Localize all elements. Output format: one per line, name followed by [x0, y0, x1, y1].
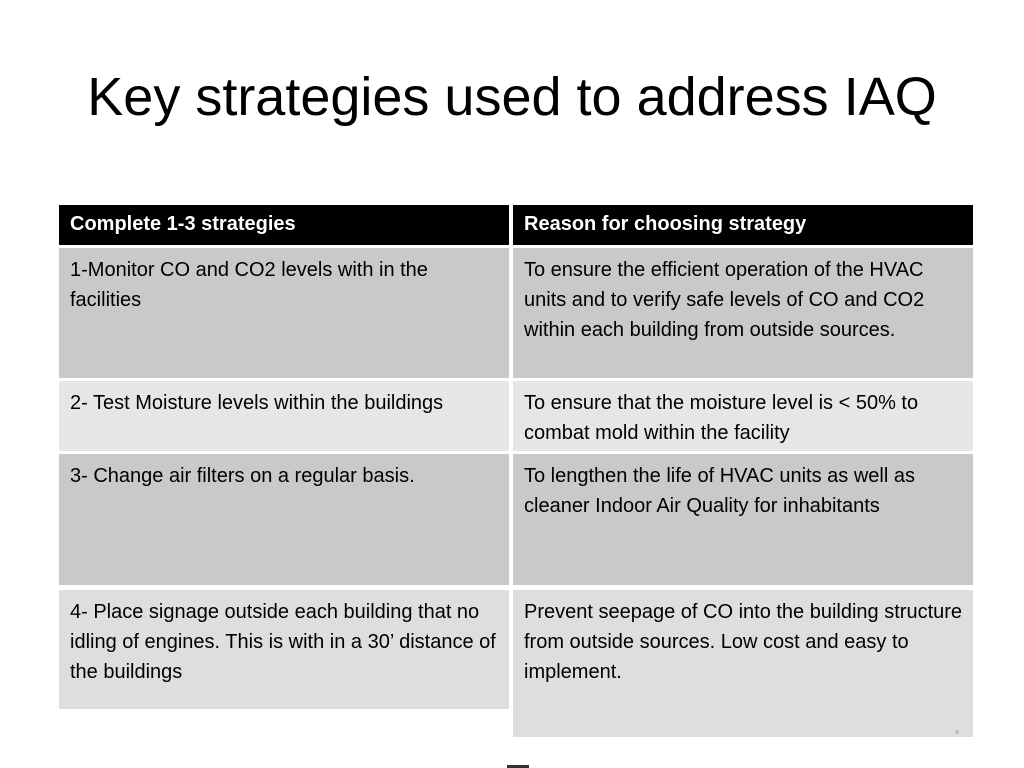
- strategy-cell: 1-Monitor CO and CO2 levels with in the facilities: [59, 248, 509, 378]
- table-row: [59, 590, 973, 737]
- strategy-cell: 3- Change air filters on a regular basis.: [59, 454, 509, 585]
- header-reason: Reason for choosing strategy: [513, 205, 973, 245]
- table-row: [59, 248, 973, 378]
- strategy-cell: 4- Place signage outside each building that no idling of engines. This is with in a 30’ distance of the buildings: [59, 590, 509, 709]
- reason-cell: Prevent seepage of CO into the building structure from outside sources. Low cost and easy to implement.: [513, 590, 973, 737]
- table-header-row: [59, 205, 973, 245]
- reason-cell: To ensure the efficient operation of the HVAC units and to verify safe levels of CO and CO2 within each building from outside sources.: [513, 248, 973, 378]
- reason-cell: To lengthen the life of HVAC units as well as cleaner Indoor Air Quality for inhabitants: [513, 454, 973, 585]
- table-row: [59, 454, 973, 585]
- strategy-cell: 2- Test Moisture levels within the buildings: [59, 381, 509, 451]
- reason-cell: To ensure that the moisture level is < 50% to combat mold within the facility: [513, 381, 973, 451]
- header-strategies: Complete 1-3 strategies: [59, 205, 509, 245]
- strategies-table: [59, 205, 973, 737]
- slide-title: Key strategies used to address IAQ: [87, 67, 937, 127]
- page-marker: [955, 730, 959, 734]
- table-row: [59, 381, 973, 451]
